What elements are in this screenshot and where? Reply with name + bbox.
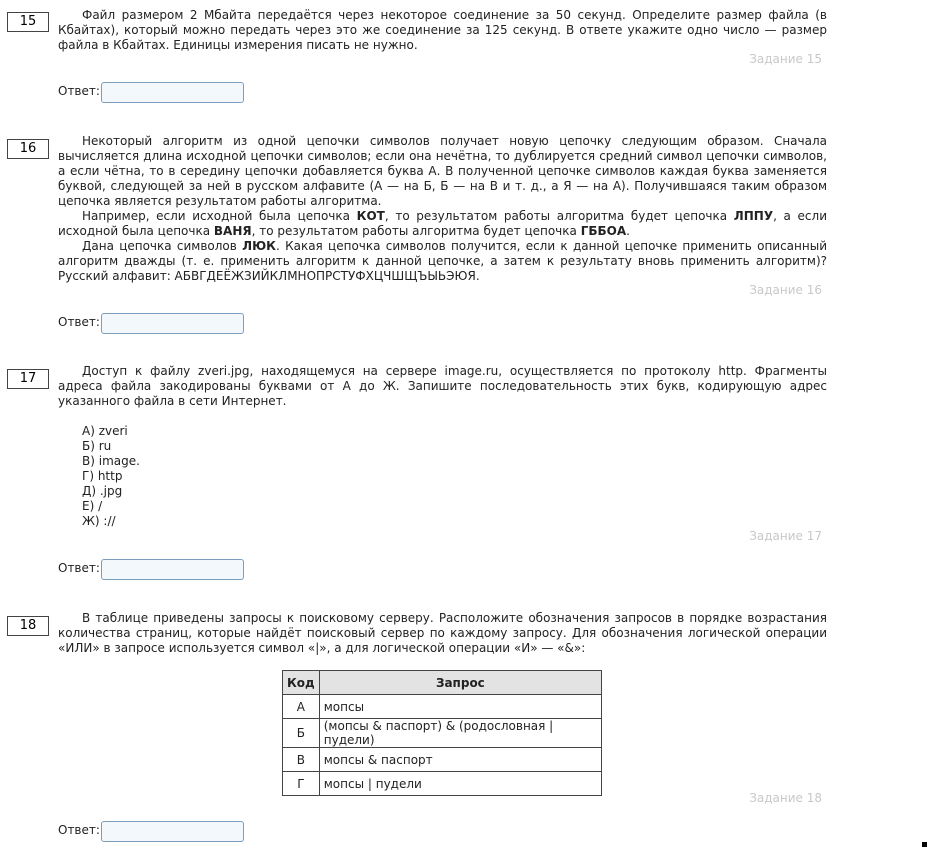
task-label-17[interactable]: Задание 17 — [749, 529, 822, 543]
table-cell-code: Г — [283, 772, 320, 796]
task-label-15[interactable]: Задание 15 — [749, 52, 822, 66]
answer-input-18[interactable] — [101, 821, 244, 842]
answer-label: Ответ: — [58, 84, 100, 98]
option-item: В) image. — [82, 454, 140, 468]
question-16-paragraph: Некоторый алгоритм из одной цепочки символов получает новую цепочку следующим образом. Сначала вычисляется длина исходной цепочки символов; если она нечётна, то дублируется средний символ цепочки символов, а если чётна, то в середину цепочки добавляется буква А. В полученной цепочке символов каждая буква заменяется буквой, следующей за ней в русском алфавите (А — на Б, Б — на В и т. д., а Я — на А). Получившаяся таким образом цепочка является результатом работы алгоритма. — [58, 134, 827, 208]
example-text: , то результатом работы алгоритма будет цепочка — [384, 209, 734, 223]
example-text: , а если исходной была цепочка — [58, 209, 827, 238]
question-17-paragraph: Доступ к файлу zveri.jpg, находящемуся на сервере image.ru, осуществляется по протоколу http. Фрагменты адреса файла закодированы буквами от А до Ж. Запишите последовательность этих букв, кодирующую адрес указанного файла в сети Интернет. — [58, 364, 827, 408]
question-16-given — [58, 239, 827, 284]
task-label-18[interactable]: Задание 18 — [749, 791, 822, 805]
answer-label: Ответ: — [58, 823, 100, 837]
example-text: . — [626, 224, 630, 238]
table-cell-code: А — [283, 695, 320, 719]
question-17-text — [58, 364, 827, 409]
question-number-16: 16 — [7, 139, 49, 159]
question-number-17: 17 — [7, 369, 49, 389]
example-text: Например, если исходной была цепочка — [82, 209, 357, 223]
table-header-code: Код — [283, 671, 320, 695]
example-word: ВАНЯ — [213, 224, 252, 238]
question-15-text — [58, 8, 827, 53]
query-table — [282, 670, 602, 796]
table-row — [283, 772, 602, 796]
table-cell-code: В — [283, 748, 320, 772]
answer-input-15[interactable] — [101, 82, 244, 103]
table-cell-query: мопсы & паспорт — [319, 748, 601, 772]
table-header-query: Запрос — [319, 671, 601, 695]
example-word: ЛППУ — [733, 209, 774, 223]
question-16-text — [58, 134, 827, 284]
option-item: Г) http — [82, 469, 123, 483]
table-row — [283, 748, 602, 772]
option-item: Ж) :// — [82, 514, 116, 528]
question-18-text — [58, 611, 827, 656]
option-item: Е) / — [82, 499, 103, 513]
task-label-16[interactable]: Задание 16 — [749, 283, 822, 297]
given-word: ЛЮК — [242, 239, 276, 253]
question-number-18: 18 — [7, 616, 49, 636]
example-text: , то результатом работы алгоритма будет цепочка — [251, 224, 581, 238]
table-cell-code: Б — [283, 719, 320, 748]
given-text: . Какая цепочка символов получится, если к данной цепочке применить описанный алгоритм дважды (т. е. применить алгоритм к данной цепочке, а затем к результату вновь применить алгоритм)? Русский алфавит: АБВГДЕЁЖЗИЙКЛМНОПРСТУФХЦЧШЩЪЫЬЭЮЯ. — [58, 239, 827, 283]
example-word: КОТ — [356, 209, 385, 223]
given-text: Дана цепочка символов — [82, 239, 243, 253]
option-item: А) zveri — [82, 424, 128, 438]
table-header-row — [283, 671, 602, 695]
question-16-example — [58, 209, 827, 239]
table-row — [283, 719, 602, 748]
corner-marker — [922, 842, 927, 847]
table-cell-query: (мопсы & паспорт) & (родословная | пудели) — [319, 719, 601, 748]
table-row — [283, 695, 602, 719]
answer-input-16[interactable] — [101, 313, 244, 334]
question-18-paragraph: В таблице приведены запросы к поисковому серверу. Расположите обозначения запросов в порядке возрастания количества страниц, которые найдёт поисковый сервер по каждому запросу. Для обозначения логической операции «ИЛИ» в запросе используется символ «|», а для логической операции «И» — «&»: — [58, 611, 827, 655]
option-item: Д) .jpg — [82, 484, 123, 498]
question-15-paragraph: Файл размером 2 Мбайта передаётся через некоторое соединение за 50 секунд. Определите размер файла (в Кбайтах), который можно передать через это же соединение за 125 секунд. В ответе укажите одно число — размер файла в Кбайтах. Единицы измерения писать не нужно. — [58, 8, 827, 52]
question-number-15: 15 — [7, 12, 49, 32]
option-item: Б) ru — [82, 439, 112, 453]
options-list-17 — [82, 424, 140, 529]
answer-label: Ответ: — [58, 561, 100, 575]
answer-input-17[interactable] — [101, 559, 244, 580]
answer-label: Ответ: — [58, 315, 100, 329]
example-word: ГББОА — [580, 224, 627, 238]
table-cell-query: мопсы | пудели — [319, 772, 601, 796]
table-cell-query: мопсы — [319, 695, 601, 719]
